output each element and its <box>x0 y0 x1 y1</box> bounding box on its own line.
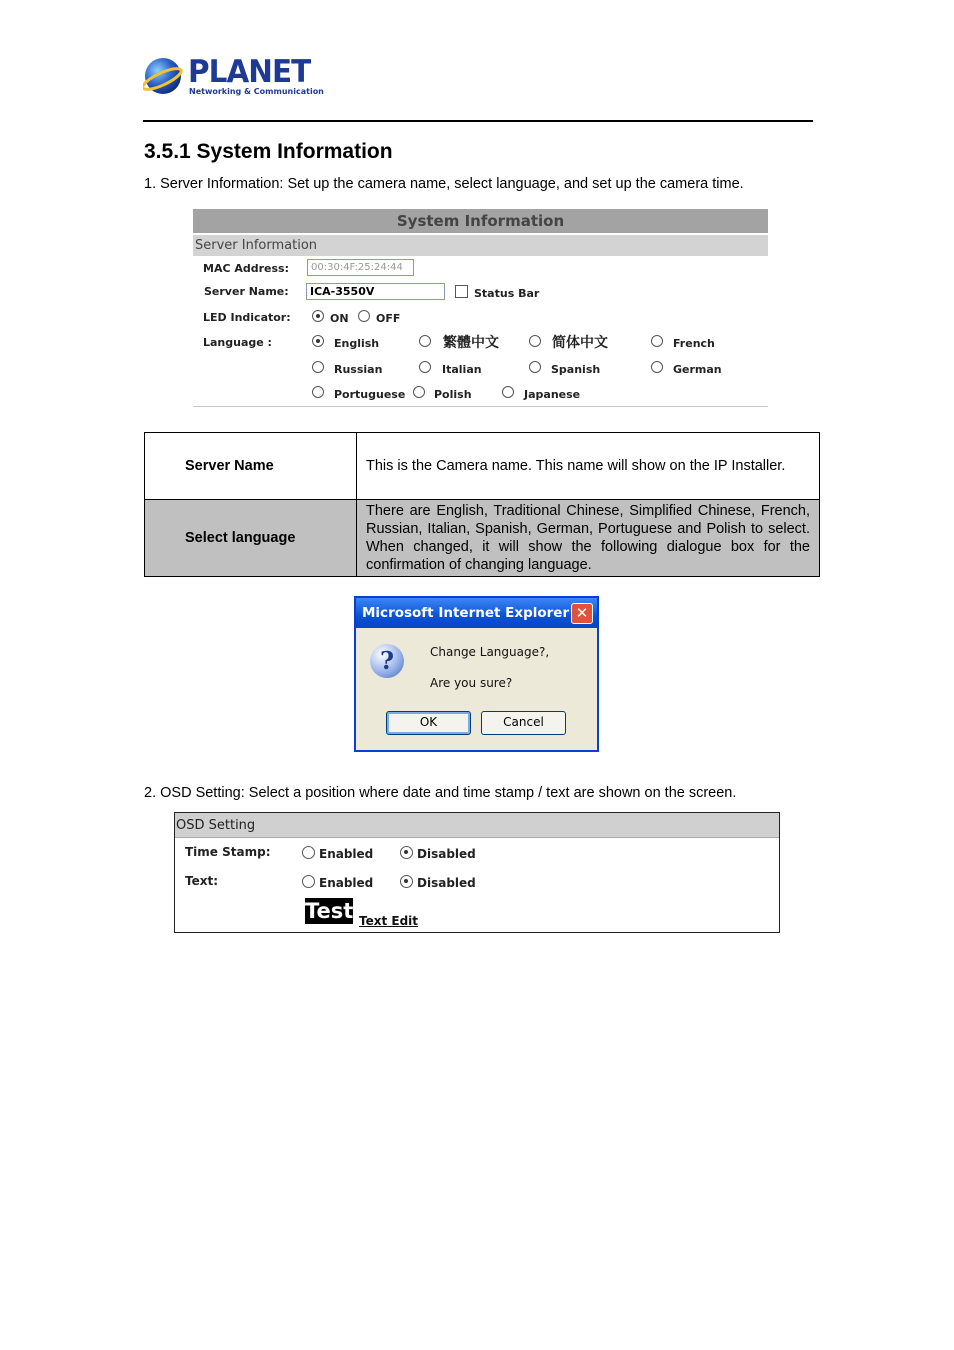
text-edit-link[interactable]: Text Edit <box>359 914 419 928</box>
close-icon[interactable]: ✕ <box>571 603 593 624</box>
osd-header: OSD Setting <box>175 813 779 838</box>
definition-term: Server Name <box>145 433 357 500</box>
led-indicator-label: LED Indicator: <box>203 311 291 324</box>
dialog-message-line2: Are you sure? <box>430 676 513 690</box>
time-stamp-enabled-radio[interactable] <box>302 846 315 859</box>
language-radio-traditional-chinese[interactable] <box>419 335 431 347</box>
definition-term: Select language <box>145 500 357 577</box>
question-icon: ? <box>370 644 404 678</box>
dialog-message-line1: Change Language?, <box>430 645 550 659</box>
language-option-label: Portuguese <box>334 388 406 401</box>
language-radio-portuguese[interactable] <box>312 386 324 398</box>
definition-description: This is the Camera name. This name will show on the IP Installer. <box>357 433 820 500</box>
text-label: Text: <box>185 874 219 888</box>
language-option-label: French <box>673 337 715 350</box>
language-option-label: Japanese <box>524 388 581 401</box>
language-radio-russian[interactable] <box>312 361 324 373</box>
definition-description: There are English, Traditional Chinese, Simplified Chinese, French, Russian, Italian, Spanish, German, Portuguese and Polish to select. When changed, it will show the following dialogue box for the confirmation of changing language. <box>357 500 820 577</box>
language-radio-english[interactable] <box>312 335 324 347</box>
brand-name: PLANET <box>188 54 311 90</box>
language-option-label: Polish <box>434 388 472 401</box>
panel-subheader: Server Information <box>193 235 768 256</box>
panel-title: System Information <box>193 209 768 233</box>
language-option-label: German <box>673 363 722 376</box>
mac-address-field: 00:30:4F:25:24:44 <box>307 259 414 276</box>
cancel-button[interactable]: Cancel <box>481 711 566 735</box>
language-option-label: 简体中文 <box>552 335 608 351</box>
text-disabled-label: Disabled <box>417 876 476 890</box>
osd-intro-paragraph: 2. OSD Setting: Select a position where date and time stamp / text are shown on the screen. <box>144 785 737 801</box>
led-off-label: OFF <box>376 312 401 325</box>
system-information-panel <box>193 209 768 409</box>
led-on-label: ON <box>330 312 349 325</box>
status-bar-checkbox[interactable] <box>455 285 468 298</box>
panel-bottom-divider <box>193 406 768 407</box>
language-radio-italian[interactable] <box>419 361 431 373</box>
section-title: 3.5.1 System Information <box>144 140 393 163</box>
text-disabled-radio[interactable] <box>400 875 413 888</box>
language-radio-german[interactable] <box>651 361 663 373</box>
server-name-input[interactable]: ICA-3550V <box>306 283 445 300</box>
language-radio-simplified-chinese[interactable] <box>529 335 541 347</box>
language-radio-french[interactable] <box>651 335 663 347</box>
language-radio-spanish[interactable] <box>529 361 541 373</box>
table-row <box>145 433 820 500</box>
ok-button[interactable]: OK <box>386 711 471 735</box>
text-enabled-radio[interactable] <box>302 875 315 888</box>
language-radio-japanese[interactable] <box>502 386 514 398</box>
table-row <box>145 500 820 577</box>
time-stamp-enabled-label: Enabled <box>319 847 374 861</box>
brand-tagline: Networking & Communication <box>189 87 324 96</box>
time-stamp-disabled-label: Disabled <box>417 847 476 861</box>
led-on-radio[interactable] <box>312 310 324 322</box>
dialog-title: Microsoft Internet Explorer <box>362 605 570 621</box>
mac-address-label: MAC Address: <box>203 262 290 275</box>
confirm-dialog <box>354 596 599 752</box>
intro-paragraph: 1. Server Information: Set up the camera name, select language, and set up the camera time. <box>144 176 744 192</box>
definition-table <box>144 432 820 577</box>
language-option-label: English <box>334 337 380 350</box>
time-stamp-label: Time Stamp: <box>185 845 271 859</box>
dialog-titlebar <box>356 598 597 628</box>
status-bar-label: Status Bar <box>474 287 540 300</box>
language-radio-polish[interactable] <box>413 386 425 398</box>
osd-setting-panel <box>174 812 780 933</box>
language-label: Language : <box>203 336 272 349</box>
text-preview-image: Test <box>305 899 354 923</box>
text-enabled-label: Enabled <box>319 876 374 890</box>
planet-logo-icon <box>143 56 183 96</box>
led-off-radio[interactable] <box>358 310 370 322</box>
language-option-label: 繁體中文 <box>443 335 499 351</box>
language-option-label: Italian <box>442 363 482 376</box>
server-name-label: Server Name: <box>204 285 289 298</box>
time-stamp-disabled-radio[interactable] <box>400 846 413 859</box>
language-option-label: Russian <box>334 363 383 376</box>
header-divider <box>143 120 813 122</box>
language-option-label: Spanish <box>551 363 601 376</box>
